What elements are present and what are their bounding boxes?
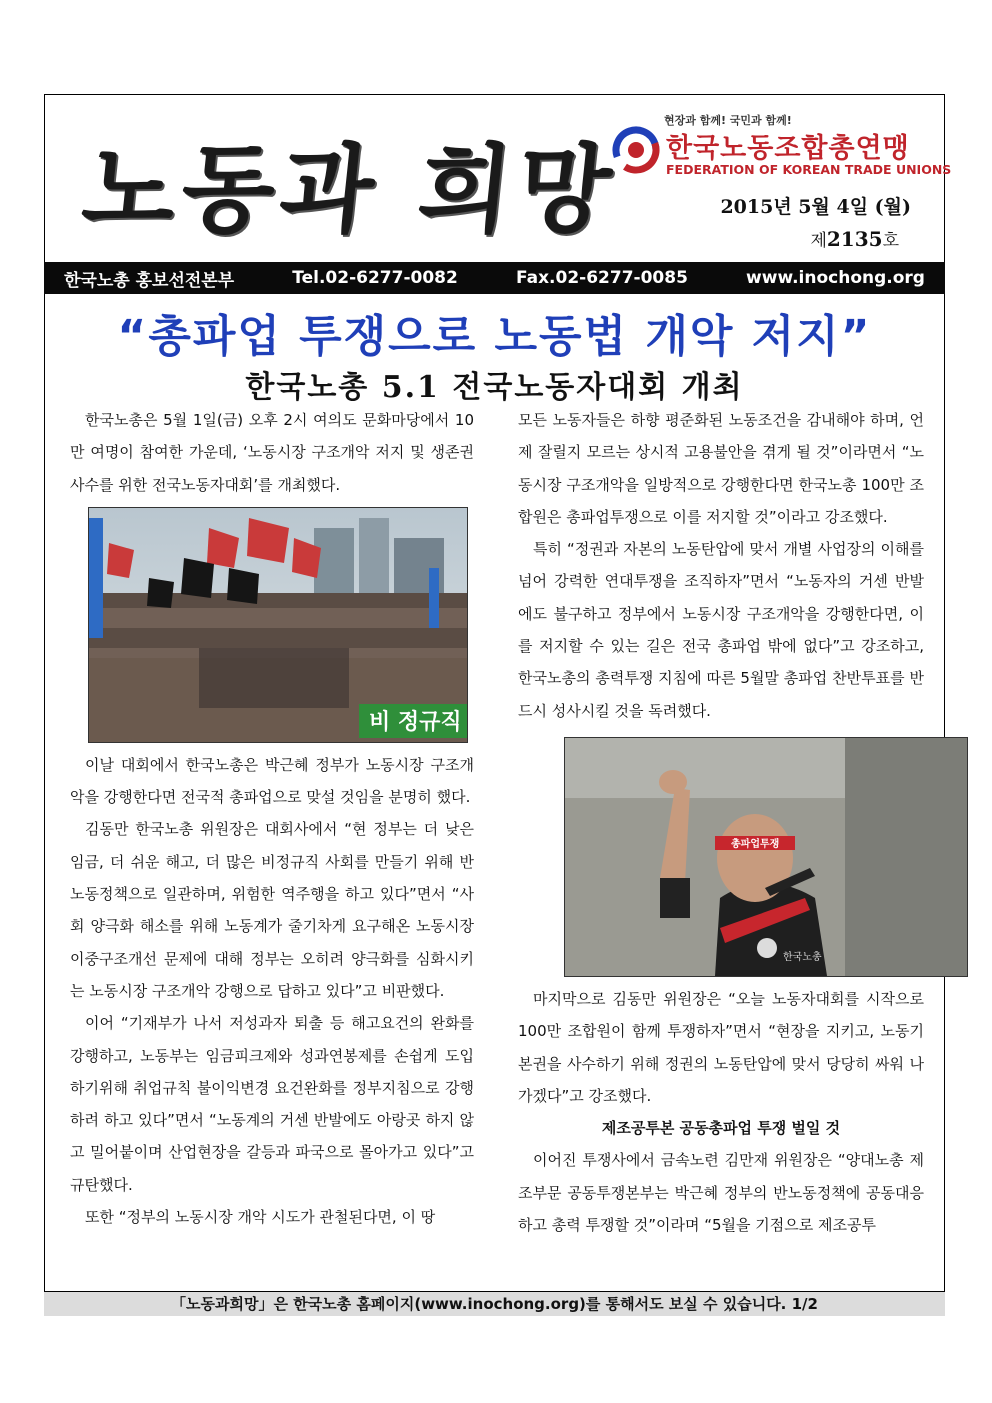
contact-tel: Tel.02-6277-0082 xyxy=(292,268,458,288)
headline: “총파업 투쟁으로 노동법 개악 저지” xyxy=(117,311,872,362)
photo-banner-text: 비 정규직 철 xyxy=(369,709,491,735)
article-paragraph: 김동만 한국노총 위원장은 대회사에서 “현 정부는 더 낮은 임금, 더 쉬운 해고, 더 많은 비정규직 사회를 만들기 위해 반 노동정책으로 일관하며, 위험한 역주행을 하고 있다”면서 “사회 양극화 해소를 위해 노동계가 줄기차게 요구해온 노동시장 이중구조개선 문제에 대해 정부는 오히려 양극화를 심화시키는 노동시장 구조개악 강행으로 답하고 있다”고 비판했다. xyxy=(70,820,474,1000)
masthead xyxy=(44,94,952,262)
subheadline: 한국노총 5.1 전국노동자대회 개최 xyxy=(245,370,744,405)
headband-text: 총파업투쟁 xyxy=(731,838,780,850)
chairman-speech-photo xyxy=(564,737,968,977)
article-paragraph: 이어진 투쟁사에서 금속노련 김만재 위원장은 “양대노총 제조부문 공동투쟁본부는 박근혜 정부의 반노동정책에 공동대응하고 총력 투쟁할 것”이라며 “5월을 기점으로 제조공투 xyxy=(518,1151,924,1235)
contact-department: 한국노총 홍보선전본부 xyxy=(64,270,235,291)
footer-note: 「노동과희망」은 한국노총 홈페이지(www.inochong.org)를 통해서도 보실 수 있습니다. 1/2 xyxy=(44,1291,945,1316)
issue-number xyxy=(810,226,899,251)
issue-suffix: 호 xyxy=(882,231,899,251)
rally-crowd-photo xyxy=(88,507,491,743)
org-name: 한국노동조합총연맹 xyxy=(666,133,910,164)
org-logo xyxy=(610,106,952,186)
article-paragraph: 마지막으로 김동만 위원장은 “오늘 노동자대회를 시작으로 100만 조합원이 함께 투쟁하자”면서 “현장을 지키고, 노동기본권을 사수하기 위해 정권의 노동탄압에 맞서 당당히 싸워 나가겠다”고 강조했다. xyxy=(518,989,924,1105)
issue-number-value: 2135 xyxy=(826,227,883,251)
article-paragraph: 한국노총은 5월 1일(금) 오후 2시 여의도 문화마당에서 10만 여명이 참여한 가운데, ‘노동시장 구조개악 저지 및 생존권 사수를 위한 전국노동자대회’를 개최했다. xyxy=(70,411,474,494)
article-subheading: 제조공투본 공동총파업 투쟁 벌일 것 xyxy=(601,1119,841,1138)
org-name-english: FEDERATION OF KOREAN TRADE UNIONS xyxy=(666,162,952,177)
newsletter-title: 노동과 희망 xyxy=(77,133,623,246)
org-slogan: 현장과 함께! 국민과 함께! xyxy=(664,114,792,127)
article-paragraph: 이날 대회에서 한국노총은 박근혜 정부가 노동시장 구조개악을 강행한다면 전국적 총파업으로 맞설 것임을 분명히 했다. xyxy=(70,755,474,807)
vest-logo-text: 한국노총 xyxy=(783,951,822,963)
article-right-column xyxy=(518,404,924,1241)
issue-prefix: 제 xyxy=(810,231,827,251)
article-left-column xyxy=(70,404,491,1233)
contact-bar xyxy=(44,262,945,294)
rally-crowd-image xyxy=(89,508,491,742)
contact-website-link[interactable]: www.inochong.org xyxy=(746,268,925,288)
article-paragraph: 모든 노동자들은 하향 평준화된 노동조건을 감내해야 하며, 언제 잘릴지 모르는 상시적 고용불안을 겪게 될 것”이라면서 “노동시장 구조개악을 일방적으로 강행한다면 한국노총 100만 조합원은 총파업투쟁으로 이를 저지할 것”이라고 강조했다. xyxy=(518,411,924,526)
article-paragraph: 또한 “정부의 노동시장 개악 시도가 관철된다면, 이 땅 xyxy=(85,1208,436,1227)
chairman-speech-image xyxy=(565,738,967,976)
contact-fax: Fax.02-6277-0085 xyxy=(515,268,688,288)
article-paragraph: 이어 “기재부가 나서 저성과자 퇴출 등 해고요건의 완화를 강행하고, 노동부는 임금피크제와 성과연봉제를 손쉽게 도입하기위해 취업규칙 불이익변경 요건완화를 정부지침으로 강행하려 하고 있다”면서 “노동계의 거센 반발에도 아랑곳 하지 않고 밀어붙이며 산업현장을 갈등과 파국으로 몰아가고 있다”고 규탄했다. xyxy=(70,1014,474,1194)
issue-date: 2015년 5월 4일 (월) xyxy=(720,196,911,218)
fktu-emblem-icon xyxy=(610,124,662,176)
article-paragraph: 특히 “정권과 자본의 노동탄압에 맞서 개별 사업장의 이해를 넘어 강력한 연대투쟁을 조직하자”면서 “노동자의 거센 반발에도 불구하고 정부에서 노동시장 구조개악을 강행한다면, 이를 저지할 수 있는 길은 전국 총파업 밖에 없다”고 강조하고, 한국노총의 총력투쟁 지침에 따른 5월말 총파업 찬반투표를 반드시 성사시킬 것을 독려했다. xyxy=(518,540,924,720)
